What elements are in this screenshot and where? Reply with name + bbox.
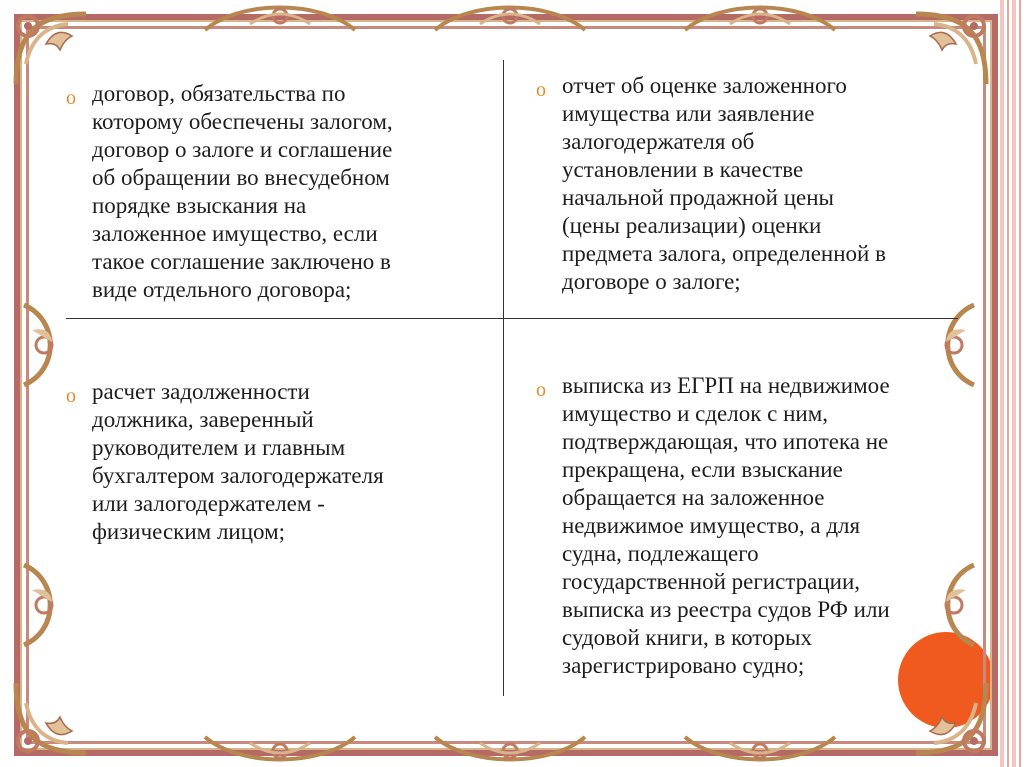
cell-text: договор, обязательства по которому обеспечены залогом, договор о залоге и соглашение об обращении во внесудебном порядке взыскания на заложенное имущество, если такое соглашение заключено в виде отдельного договора; [92, 81, 393, 302]
bottom-ornament-icon [430, 721, 590, 767]
table-horizontal-divider [66, 318, 958, 319]
corner-ornament-icon [906, 673, 996, 763]
cell-text: расчет задолженности должника, заверенный руководителем и главным бухгалтером залогодержателя или залогодержателем - физическим лицом; [92, 379, 384, 544]
table-cell-top-right [536, 72, 962, 296]
bullet-icon: o [66, 87, 76, 109]
top-ornament-icon [430, 0, 590, 46]
table-vertical-divider [503, 60, 504, 696]
side-ornament-icon [4, 560, 74, 650]
table-cell-bottom-right [536, 372, 962, 680]
table-cell-bottom-left [66, 378, 492, 546]
top-ornament-icon [680, 0, 840, 46]
bullet-icon: o [536, 379, 546, 401]
corner-ornament-icon [6, 673, 96, 763]
bullet-icon: o [536, 79, 546, 101]
cell-text: выписка из ЕГРП на недвижимое имущество и сделок с ним, подтверждающая, что ипотека не прекращена, если взыскание обращается на заложенное недвижимое имущество, а для судна, подлежащего государственной регистрации, выписка из реестра судов РФ или судовой книги, в которых зарегистрировано судно; [562, 373, 890, 678]
bottom-ornament-icon [680, 721, 840, 767]
bullet-icon: o [66, 385, 76, 407]
cell-text: отчет об оценке заложенного имущества или заявление залогодержателя об установлении в качестве начальной продажной цены (цены реализации) оценки предмета залога, определенной в договоре о залоге; [562, 73, 886, 294]
table-cell-top-left [66, 80, 492, 304]
edge-stripes [1000, 0, 1024, 767]
top-ornament-icon [200, 0, 360, 46]
side-ornament-icon [4, 300, 74, 390]
bottom-ornament-icon [200, 721, 360, 767]
corner-ornament-icon [6, 4, 96, 94]
